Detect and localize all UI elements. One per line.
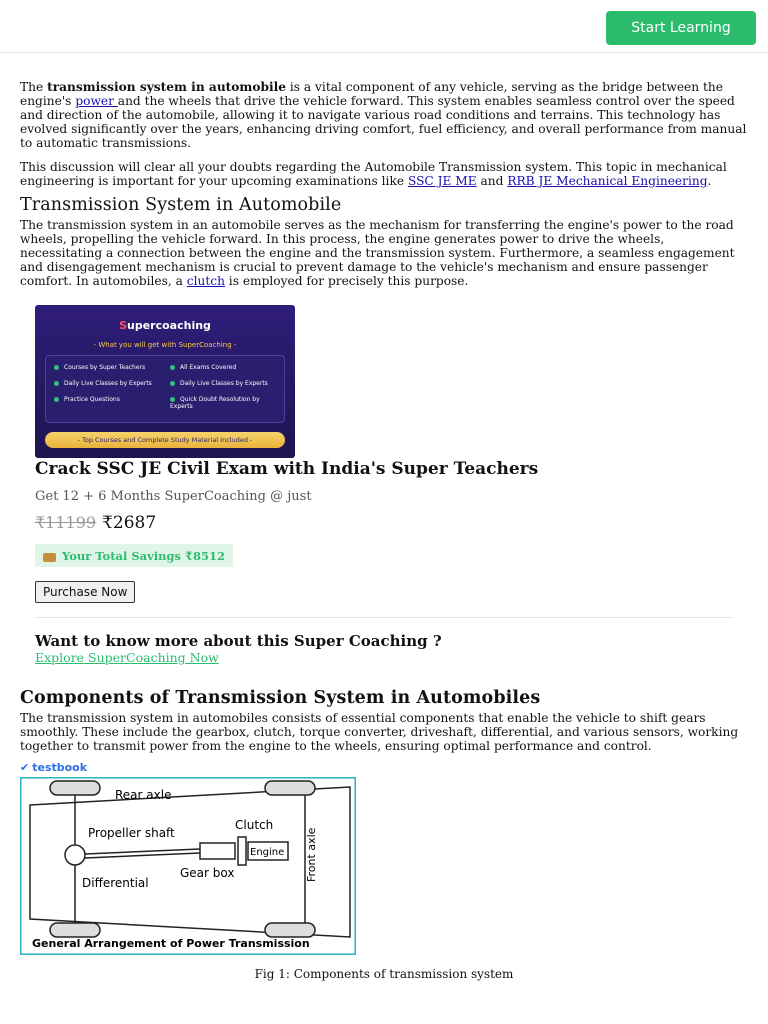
- wallet-icon: [43, 553, 56, 562]
- figure-caption-label: General Arrangement of Power Transmission: [32, 937, 310, 950]
- feature-item: Courses by Super Teachers: [54, 364, 164, 371]
- savings-badge: Your Total Savings ₹8512: [35, 544, 233, 567]
- intro-paragraph-2: This discussion will clear all your doubts regarding the Automobile Transmission system. This topic in mechanical engineering is important for your upcoming examinations like SSC JE ME and RRB JE Mechanical Engineering.: [20, 160, 727, 188]
- power-transmission-figure: [20, 777, 356, 955]
- supercoaching-promo: [35, 305, 748, 665]
- power-link[interactable]: power: [75, 94, 118, 108]
- feature-item: Daily Live Classes by Experts: [170, 380, 280, 387]
- top-bar: [0, 0, 768, 53]
- rear-axle-label: Rear axle: [115, 788, 172, 802]
- supercoaching-logo: Supercoaching: [119, 319, 211, 332]
- engine-label: Engine: [250, 847, 285, 858]
- feature-item: Practice Questions: [54, 396, 164, 403]
- banner-subtitle: - What you will get with SuperCoaching -: [93, 341, 237, 349]
- clutch-link[interactable]: clutch: [186, 274, 225, 288]
- rrb-je-link[interactable]: RRB JE Mechanical Engineering: [507, 174, 708, 188]
- features-box: [45, 355, 285, 423]
- propeller-label: Propeller shaft: [88, 826, 175, 840]
- banner-bottom-bar: - Top Courses and Complete Study Material Included -: [45, 432, 285, 448]
- testbook-icon: ✔: [20, 761, 30, 774]
- section2-paragraph: The transmission system in automobiles consists of essential components that enable the vehicle to shift gears smoothly. These include the gearbox, clutch, torque converter, driveshaft, differential, and various sensors, working together to transmit power from the engine to the wheels, ensuring optimal performance and control.: [20, 711, 739, 753]
- front-axle-label: Front axle: [305, 827, 318, 882]
- figure-caption: Fig 1: Components of transmission system: [254, 967, 514, 981]
- bold-term: transmission system in automobile: [47, 80, 286, 94]
- gearbox-label: Gear box: [180, 866, 235, 880]
- article-content: [20, 80, 748, 981]
- section-heading-components: Components of Transmission System in Automobiles: [20, 688, 541, 708]
- section-heading-transmission: Transmission System in Automobile: [20, 195, 342, 215]
- explore-supercoaching-link[interactable]: Explore SuperCoaching Now: [35, 650, 219, 665]
- section1-paragraph: The transmission system in an automobile serves as the mechanism for transferring the engine's power to the road wheels, propelling the vehicle forward. In this process, the engine generates power to drive the wheels, necessitating a connection between the engine and the transmission system. Furthermore, a seamless engagement and disengagement mechanism is crucial to prevent damage to the vehicle's mechanism and ensure passenger comfort. In automobiles, a clutch is employed for precisely this purpose.: [20, 218, 735, 288]
- divider: [35, 617, 733, 618]
- purchase-now-button[interactable]: Purchase Now: [35, 581, 135, 603]
- ssc-je-me-link[interactable]: SSC JE ME: [407, 174, 477, 188]
- testbook-logo: ✔ testbook: [20, 761, 88, 774]
- differential-label: Differential: [82, 876, 149, 890]
- feature-item: Quick Doubt Resolution by Experts: [170, 396, 280, 410]
- current-price: ₹2687: [102, 513, 157, 533]
- feature-item: Daily Live Classes by Experts: [54, 380, 164, 387]
- start-learning-button[interactable]: Start Learning: [606, 11, 756, 45]
- promo-title: Crack SSC JE Civil Exam with India's Super Teachers: [35, 459, 539, 479]
- old-price: ₹11199: [35, 513, 97, 532]
- intro-paragraph-1: The transmission system in automobile is a vital component of any vehicle, serving as the bridge between the engine's power and the wheels that drive the vehicle forward. This system enables seamless control over the speed and direction of the automobile, allowing it to navigate various road conditions and terrains. This technology has evolved significantly over the years, enhancing driving comfort, fuel efficiency, and overall performance from manual to automatic transmissions.: [20, 80, 747, 150]
- promo-meta: Get 12 + 6 Months SuperCoaching @ just: [35, 489, 312, 504]
- feature-item: All Exams Covered: [170, 364, 280, 371]
- supercoaching-banner[interactable]: [35, 305, 295, 458]
- more-heading: Want to know more about this Super Coaching ?: [35, 632, 442, 650]
- promo-price: [35, 513, 748, 533]
- transmission-diagram: [20, 761, 748, 955]
- clutch-label: Clutch: [235, 818, 274, 832]
